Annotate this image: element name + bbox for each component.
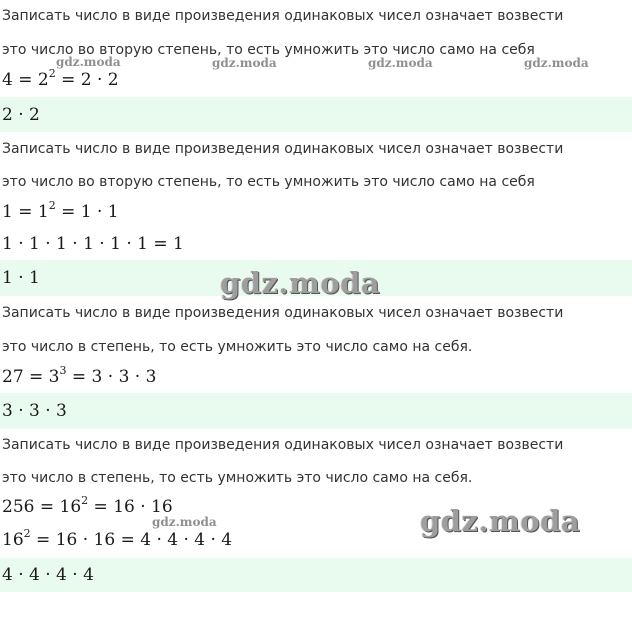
explanation-line: это число в степень, то есть умножить это число само на себя. <box>2 339 473 355</box>
explanation-line: Записать число в виде произведения одинаковых чисел означает возвести <box>2 8 564 24</box>
math-line: $1 = 1^2 = 1 \cdot 1$ <box>2 199 119 222</box>
math-line: $4 = 2^2 = 2 \cdot 2$ <box>2 67 119 90</box>
math-line: $16^2 = 16 \cdot 16 = 4 \cdot 4 \cdot 4 \cdot 4$ <box>2 527 233 550</box>
explanation-line: Записать число в виде произведения одинаковых чисел означает возвести <box>2 305 564 321</box>
answer-value: 1 · 1 <box>2 268 40 288</box>
answer-value: 2 · 2 <box>2 104 40 125</box>
watermark: gdz.moda <box>524 56 589 70</box>
watermark-large: gdz.moda <box>420 504 581 538</box>
explanation-line: это число в степень, то есть умножить это число само на себя. <box>2 470 473 486</box>
explanation-line: Записать число в виде произведения одинаковых чисел означает возвести <box>2 437 564 453</box>
answer-value: 4 · 4 · 4 · 4 <box>2 565 94 585</box>
math-line: 1 · 1 · 1 · 1 · 1 · 1 = 1 <box>2 234 184 254</box>
watermark: gdz.moda <box>152 515 217 529</box>
watermark-large: gdz.moda <box>220 266 381 300</box>
explanation-line: это число во вторую степень, то есть умножить это число само на себя <box>2 174 535 190</box>
math-line: $256 = 16^2 = 16 \cdot 16$ <box>2 494 173 517</box>
explanation-line: Записать число в виде произведения одинаковых чисел означает возвести <box>2 141 564 157</box>
answer-row <box>0 97 632 132</box>
answer-row <box>0 393 632 429</box>
math-line: $27 = 3^3 = 3 \cdot 3 \cdot 3$ <box>2 364 157 387</box>
answer-row <box>0 558 632 592</box>
answer-value: 3 · 3 · 3 <box>2 401 67 421</box>
watermark: gdz.moda <box>56 55 121 69</box>
explanation-line: это число во вторую степень, то есть умножить это число само на себя <box>2 42 535 58</box>
watermark: gdz.moda <box>368 56 433 70</box>
watermark: gdz.moda <box>212 56 277 70</box>
